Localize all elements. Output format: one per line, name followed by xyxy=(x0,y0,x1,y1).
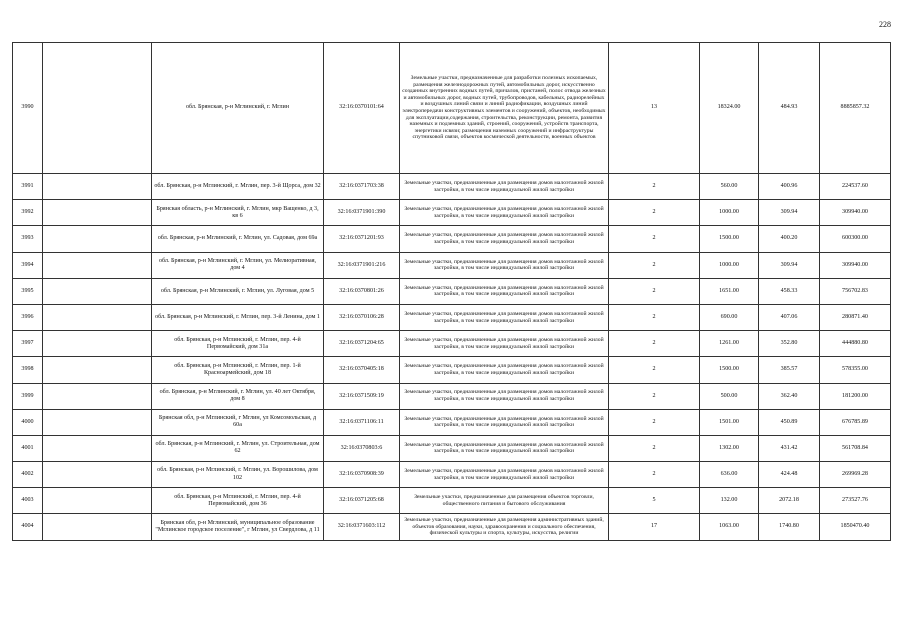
cadastral-value-cell: 280871.40 xyxy=(820,304,891,330)
land-registry-table xyxy=(12,42,891,541)
cadastral-number-cell: 32:16:0370405:18 xyxy=(324,357,400,383)
address-cell: обл. Брянская, р-н Мглинский, г. Мглин, ул. Строительная, дом 62 xyxy=(152,435,324,461)
address-cell: Брянская обл, р-н Мглинский, г Мглин, ул Комсомольская, д 60а xyxy=(152,409,324,435)
land-use-cell: Земельные участки, предназначенные для размещения домов малоэтажной жилой застройки, в том числе индивидуальной жилой застройки xyxy=(400,383,609,409)
address-cell: обл. Брянская, р-н Мглинский, г. Мглин, пер. 4-й Первомайский, дом 36 xyxy=(152,488,324,514)
empty-cell xyxy=(43,252,152,278)
table-row xyxy=(13,357,891,383)
cadastral-number-cell: 32:16:0371703:38 xyxy=(324,174,400,200)
empty-cell xyxy=(43,488,152,514)
area-cell: 1063.00 xyxy=(700,514,759,540)
cadastral-number-cell: 32:16:0370803:6 xyxy=(324,435,400,461)
cadastral-value-cell: 600300.00 xyxy=(820,226,891,252)
cadastral-value-cell: 676785.89 xyxy=(820,409,891,435)
table-row xyxy=(13,252,891,278)
table-row xyxy=(13,278,891,304)
specific-value-cell: 309.94 xyxy=(759,252,820,278)
table-row xyxy=(13,174,891,200)
row-number-cell: 3992 xyxy=(13,200,43,226)
row-number-cell: 3999 xyxy=(13,383,43,409)
land-use-cell: Земельные участки, предназначенные для размещения домов малоэтажной жилой застройки, в том числе индивидуальной жилой застройки xyxy=(400,435,609,461)
area-cell: 132.00 xyxy=(700,488,759,514)
address-cell: Брянская область, р-н Мглинский, г. Мглин, мкр Ващенко, д 3, кв 6 xyxy=(152,200,324,226)
land-use-cell: Земельные участки, предназначенные для размещения домов малоэтажной жилой застройки, в том числе индивидуальной жилой застройки xyxy=(400,174,609,200)
specific-value-cell: 1740.80 xyxy=(759,514,820,540)
row-number-cell: 4000 xyxy=(13,409,43,435)
specific-value-cell: 400.96 xyxy=(759,174,820,200)
use-code-cell: 2 xyxy=(609,174,700,200)
table-row xyxy=(13,383,891,409)
cadastral-number-cell: 32:16:0370106:28 xyxy=(324,304,400,330)
specific-value-cell: 2072.18 xyxy=(759,488,820,514)
use-code-cell: 2 xyxy=(609,462,700,488)
specific-value-cell: 385.57 xyxy=(759,357,820,383)
row-number-cell: 3990 xyxy=(13,43,43,174)
use-code-cell: 2 xyxy=(609,226,700,252)
use-code-cell: 2 xyxy=(609,252,700,278)
cadastral-value-cell: 756702.83 xyxy=(820,278,891,304)
land-use-cell: Земельные участки, предназначенные для размещения домов малоэтажной жилой застройки, в том числе индивидуальной жилой застройки xyxy=(400,462,609,488)
use-code-cell: 2 xyxy=(609,435,700,461)
cadastral-number-cell: 32:16:0370801:26 xyxy=(324,278,400,304)
cadastral-value-cell: 269969.28 xyxy=(820,462,891,488)
use-code-cell: 5 xyxy=(609,488,700,514)
page-number: 228 xyxy=(879,20,891,29)
land-use-cell: Земельные участки, предназначенные для разработки полезных ископаемых, размещения железнодорожных путей, автомобильных дорог, искусственно созданных внутренних водных путей, причалов, пристаней, полос отвода железных и автомобильных дорог, водных путей, трубопроводов, кабельных, радиорелейных и воздушных линий связи и линий радиофикации, воздушных линий электропередачи конструктивных элементов и сооружений, объектов, необходимых для эксплуатации,содержания, строительства, реконструкции, ремонта, развития наземных и подземных зданий, строений, сооружений, устройств транспорта, энергетики исвязи; размещения наземных сооружений и инфраструктуры спутниковой связи, объектов космической деятельности, военных объектов xyxy=(400,43,609,174)
address-cell: обл. Брянская, р-н Мглинский, г. Мглин, ул. Садовая, дом 69а xyxy=(152,226,324,252)
empty-cell xyxy=(43,514,152,540)
specific-value-cell: 458.33 xyxy=(759,278,820,304)
specific-value-cell: 400.20 xyxy=(759,226,820,252)
empty-cell xyxy=(43,278,152,304)
address-cell: обл. Брянская, р-н Мглинский, г. Мглин, ул. 40 лет Октября, дом 8 xyxy=(152,383,324,409)
use-code-cell: 2 xyxy=(609,383,700,409)
cadastral-value-cell: 8885857.32 xyxy=(820,43,891,174)
cadastral-number-cell: 32:16:0371204:65 xyxy=(324,331,400,357)
land-use-cell: Земельные участки, предназначенные для размещения объектов торговли, общественного питания и бытового обслуживания xyxy=(400,488,609,514)
land-use-cell: Земельные участки, предназначенные для размещения домов малоэтажной жилой застройки, в том числе индивидуальной жилой застройки xyxy=(400,304,609,330)
use-code-cell: 2 xyxy=(609,304,700,330)
row-number-cell: 4001 xyxy=(13,435,43,461)
area-cell: 636.00 xyxy=(700,462,759,488)
specific-value-cell: 362.40 xyxy=(759,383,820,409)
specific-value-cell: 309.94 xyxy=(759,200,820,226)
specific-value-cell: 431.42 xyxy=(759,435,820,461)
cadastral-number-cell: 32:16:0370101:64 xyxy=(324,43,400,174)
row-number-cell: 3993 xyxy=(13,226,43,252)
land-use-cell: Земельные участки, предназначенные для размещения домов малоэтажной жилой застройки, в том числе индивидуальной жилой застройки xyxy=(400,278,609,304)
address-cell: обл. Брянская, р-н Мглинский, г. Мглин, пер. 4-й Первомайский, дом 31а xyxy=(152,331,324,357)
empty-cell xyxy=(43,43,152,174)
empty-cell xyxy=(43,435,152,461)
cadastral-number-cell: 32:16:0371201:93 xyxy=(324,226,400,252)
table-row xyxy=(13,304,891,330)
table-row xyxy=(13,409,891,435)
row-number-cell: 3998 xyxy=(13,357,43,383)
empty-cell xyxy=(43,174,152,200)
land-use-cell: Земельные участки, предназначенные для размещения домов малоэтажной жилой застройки, в том числе индивидуальной жилой застройки xyxy=(400,252,609,278)
use-code-cell: 2 xyxy=(609,409,700,435)
row-number-cell: 4002 xyxy=(13,462,43,488)
land-use-cell: Земельные участки, предназначенные для размещения административных зданий, объектов образования, науки, здравоохранения и социального обеспечения, физической культуры и спорта, культуры, искусства, религии xyxy=(400,514,609,540)
row-number-cell: 3994 xyxy=(13,252,43,278)
table-row xyxy=(13,514,891,540)
address-cell: Брянская обл, р-н Мглинский, муниципальное образование "Мглинское городское поселение", г Мглин, ул Свердлова, д 11 xyxy=(152,514,324,540)
area-cell: 1302.00 xyxy=(700,435,759,461)
address-cell: обл. Брянская, р-н Мглинский, г. Мглин, пер. 3-й Ленина, дом 1 xyxy=(152,304,324,330)
table-row xyxy=(13,226,891,252)
address-cell: обл. Брянская, р-н Мглинский, г. Мглин, пер. 1-й Красноармейский, дом 18 xyxy=(152,357,324,383)
use-code-cell: 2 xyxy=(609,278,700,304)
specific-value-cell: 424.48 xyxy=(759,462,820,488)
use-code-cell: 13 xyxy=(609,43,700,174)
specific-value-cell: 484.93 xyxy=(759,43,820,174)
area-cell: 690.00 xyxy=(700,304,759,330)
empty-cell xyxy=(43,331,152,357)
area-cell: 500.00 xyxy=(700,383,759,409)
area-cell: 1500.00 xyxy=(700,357,759,383)
empty-cell xyxy=(43,357,152,383)
cadastral-number-cell: 32:16:0371205:68 xyxy=(324,488,400,514)
cadastral-number-cell: 32:16:0371106:11 xyxy=(324,409,400,435)
cadastral-number-cell: 32:16:0371901:390 xyxy=(324,200,400,226)
row-number-cell: 4004 xyxy=(13,514,43,540)
area-cell: 560.00 xyxy=(700,174,759,200)
land-use-cell: Земельные участки, предназначенные для размещения домов малоэтажной жилой застройки, в том числе индивидуальной жилой застройки xyxy=(400,331,609,357)
cadastral-value-cell: 181200.00 xyxy=(820,383,891,409)
row-number-cell: 4003 xyxy=(13,488,43,514)
row-number-cell: 3997 xyxy=(13,331,43,357)
cadastral-number-cell: 32:16:0371901:216 xyxy=(324,252,400,278)
empty-cell xyxy=(43,462,152,488)
address-cell: обл. Брянская, р-н Мглинский, г. Мглин, пер. 3-й Щорса, дом 32 xyxy=(152,174,324,200)
use-code-cell: 2 xyxy=(609,200,700,226)
area-cell: 1651.00 xyxy=(700,278,759,304)
row-number-cell: 3996 xyxy=(13,304,43,330)
area-cell: 1501.00 xyxy=(700,409,759,435)
table-row xyxy=(13,200,891,226)
area-cell: 18324.00 xyxy=(700,43,759,174)
land-use-cell: Земельные участки, предназначенные для размещения домов малоэтажной жилой застройки, в том числе индивидуальной жилой застройки xyxy=(400,200,609,226)
area-cell: 1000.00 xyxy=(700,252,759,278)
land-use-cell: Земельные участки, предназначенные для размещения домов малоэтажной жилой застройки, в том числе индивидуальной жилой застройки xyxy=(400,409,609,435)
empty-cell xyxy=(43,383,152,409)
cadastral-value-cell: 1850470.40 xyxy=(820,514,891,540)
specific-value-cell: 352.80 xyxy=(759,331,820,357)
land-use-cell: Земельные участки, предназначенные для размещения домов малоэтажной жилой застройки, в том числе индивидуальной жилой застройки xyxy=(400,226,609,252)
land-use-cell: Земельные участки, предназначенные для размещения домов малоэтажной жилой застройки, в том числе индивидуальной жилой застройки xyxy=(400,357,609,383)
address-cell: обл. Брянская, р-н Мглинский, г. Мглин, ул. Ворошилова, дом 102 xyxy=(152,462,324,488)
cadastral-value-cell: 444880.80 xyxy=(820,331,891,357)
cadastral-value-cell: 309940.00 xyxy=(820,252,891,278)
cadastral-value-cell: 578355.00 xyxy=(820,357,891,383)
empty-cell xyxy=(43,226,152,252)
address-cell: обл. Брянская, р-н Мглинский, г. Мглин, ул. Луговая, дом 5 xyxy=(152,278,324,304)
area-cell: 1261.00 xyxy=(700,331,759,357)
cadastral-value-cell: 561708.84 xyxy=(820,435,891,461)
use-code-cell: 17 xyxy=(609,514,700,540)
row-number-cell: 3995 xyxy=(13,278,43,304)
use-code-cell: 2 xyxy=(609,357,700,383)
empty-cell xyxy=(43,200,152,226)
specific-value-cell: 450.89 xyxy=(759,409,820,435)
cadastral-number-cell: 32:16:0371603:112 xyxy=(324,514,400,540)
table-row xyxy=(13,331,891,357)
cadastral-value-cell: 224537.60 xyxy=(820,174,891,200)
cadastral-number-cell: 32:16:0370908:39 xyxy=(324,462,400,488)
table-row xyxy=(13,435,891,461)
table-row xyxy=(13,43,891,174)
row-number-cell: 3991 xyxy=(13,174,43,200)
specific-value-cell: 407.06 xyxy=(759,304,820,330)
area-cell: 1000.00 xyxy=(700,200,759,226)
cadastral-number-cell: 32:16:0371509:19 xyxy=(324,383,400,409)
cadastral-value-cell: 309940.00 xyxy=(820,200,891,226)
use-code-cell: 2 xyxy=(609,331,700,357)
table-row xyxy=(13,488,891,514)
area-cell: 1500.00 xyxy=(700,226,759,252)
cadastral-value-cell: 273527.76 xyxy=(820,488,891,514)
address-cell: обл. Брянская, р-н Мглинский, г. Мглин xyxy=(152,43,324,174)
address-cell: обл. Брянская, р-н Мглинский, г. Мглин, ул. Мелиоративная, дом 4 xyxy=(152,252,324,278)
empty-cell xyxy=(43,304,152,330)
table-row xyxy=(13,462,891,488)
empty-cell xyxy=(43,409,152,435)
